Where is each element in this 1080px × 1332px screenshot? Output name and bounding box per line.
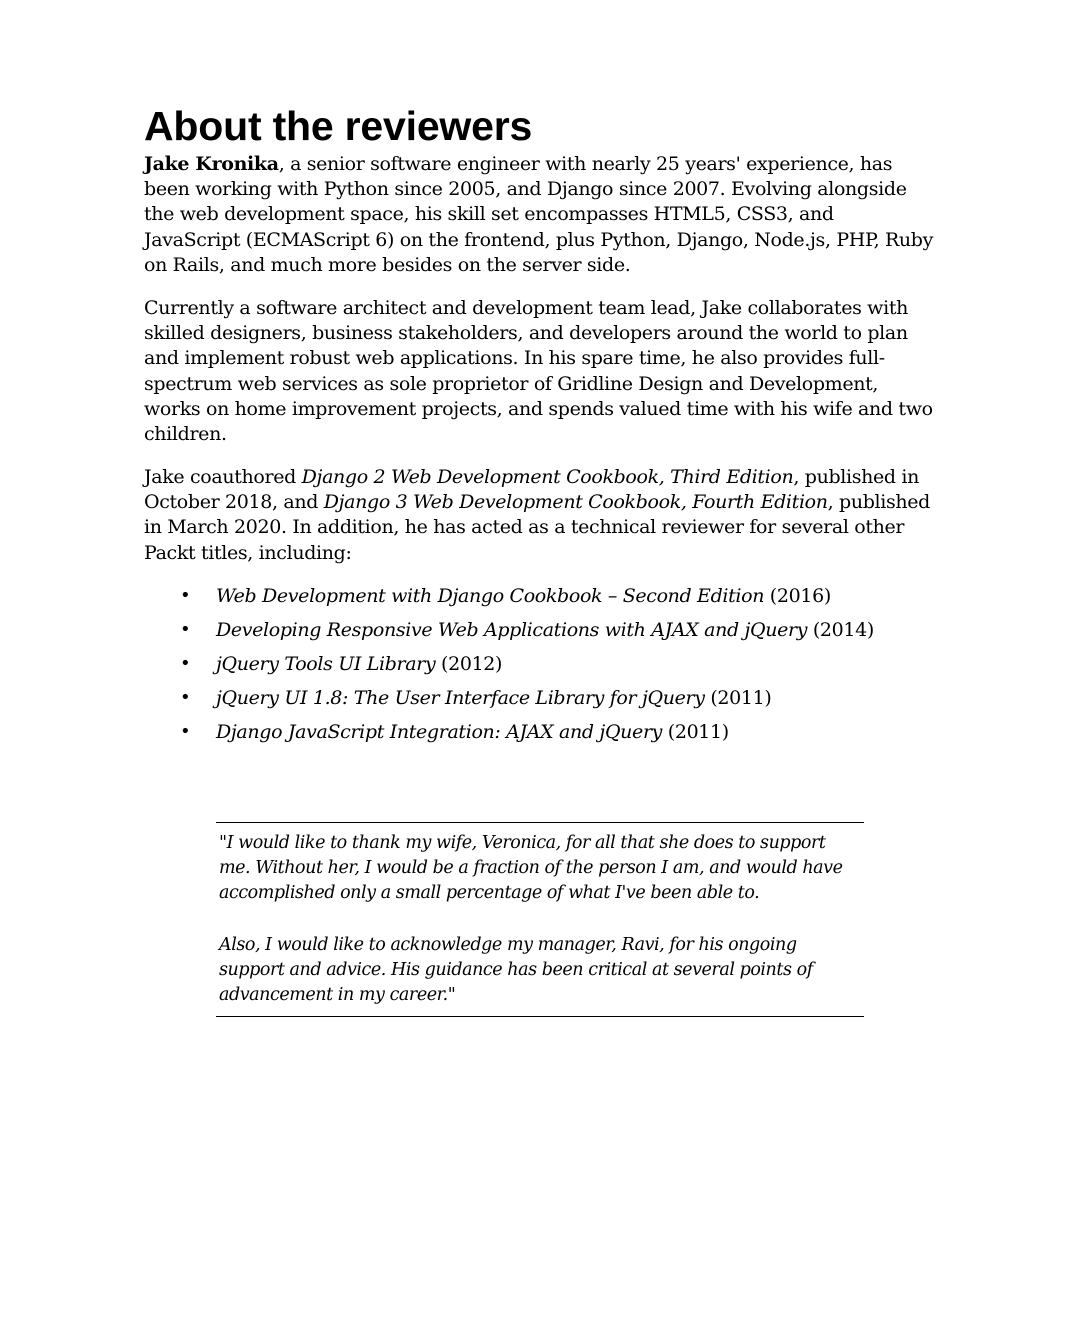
reviewer-bio-paragraph — [144, 152, 934, 278]
list-item-year: (2012) — [435, 653, 503, 675]
list-item-title: Web Development with Django Cookbook – Second Edition — [216, 585, 765, 607]
list-item-year: (2011) — [704, 687, 772, 709]
list-item — [176, 718, 874, 752]
bullet-icon: • — [180, 585, 191, 606]
reviewed-titles-list — [176, 582, 874, 752]
book-title-django2: Django 2 Web Development Cookbook, Third Edition — [301, 466, 794, 488]
bullet-icon: • — [180, 687, 191, 708]
list-item — [176, 650, 874, 684]
page-title: About the reviewers — [144, 103, 533, 149]
quote-paragraph-2: Also, I would like to acknowledge my manager, Ravi, for his ongoing support and advice. His guidance has been critical at several points of advancement in my career." — [219, 935, 813, 1006]
reviewer-bio-text: , a senior software engineer with nearly 25 years' experience, has been working with Python since 2005, and Django since 2007. Evolving alongside the web development space, his skill set encompasses HTML5, CSS3, and JavaScript (ECMAScript 6) on the frontend, plus Python, Django, Node.js, PHP, Ruby on Rails, and much more besides on the server side. — [144, 153, 933, 276]
bullet-icon: • — [180, 619, 191, 640]
list-item-title: Developing Responsive Web Applications with AJAX and jQuery — [216, 619, 808, 641]
list-item-title: jQuery Tools UI Library — [216, 653, 436, 675]
reviewer-name: Jake Kronika — [144, 153, 279, 175]
bullet-icon: • — [180, 721, 191, 742]
reviewer-books-paragraph — [144, 465, 934, 566]
list-item-year: (2011) — [662, 721, 729, 743]
books-text-part3: , published in March 2020. In addition, he has acted as a technical reviewer for several other Packt titles, including: — [144, 491, 930, 564]
books-text-part1: Jake coauthored — [144, 466, 302, 488]
bullet-icon: • — [180, 653, 191, 674]
acknowledgement-quote-box — [216, 822, 864, 1017]
list-item — [176, 684, 874, 718]
list-item — [176, 616, 874, 650]
list-item-year: (2016) — [764, 585, 831, 607]
list-item — [176, 582, 874, 616]
book-title-django3: Django 3 Web Development Cookbook, Fourth Edition — [323, 491, 828, 514]
reviewer-career-paragraph: Currently a software architect and development team lead, Jake collaborates with skilled designers, business stakeholders, and developers around the world to plan and implement robust web applications. In his spare time, he also provides full-spectrum web services as sole proprietor of Gridline Design and Development, works on home improvement projects, and spends valued time with his wife and two children. — [144, 297, 933, 446]
list-item-title: jQuery UI 1.8: The User Interface Library for jQuery — [216, 687, 705, 709]
list-item-title: Django JavaScript Integration: AJAX and jQuery — [216, 721, 663, 743]
books-text-part2: , published in October 2018, and — [144, 466, 920, 514]
quote-paragraph-1: "I would like to thank my wife, Veronica, for all that she does to support me. Without her, I would be a fraction of the person I am, and would have accomplished only a small percentage of what I've been able to. — [219, 833, 843, 904]
list-item-year: (2014) — [807, 619, 874, 641]
